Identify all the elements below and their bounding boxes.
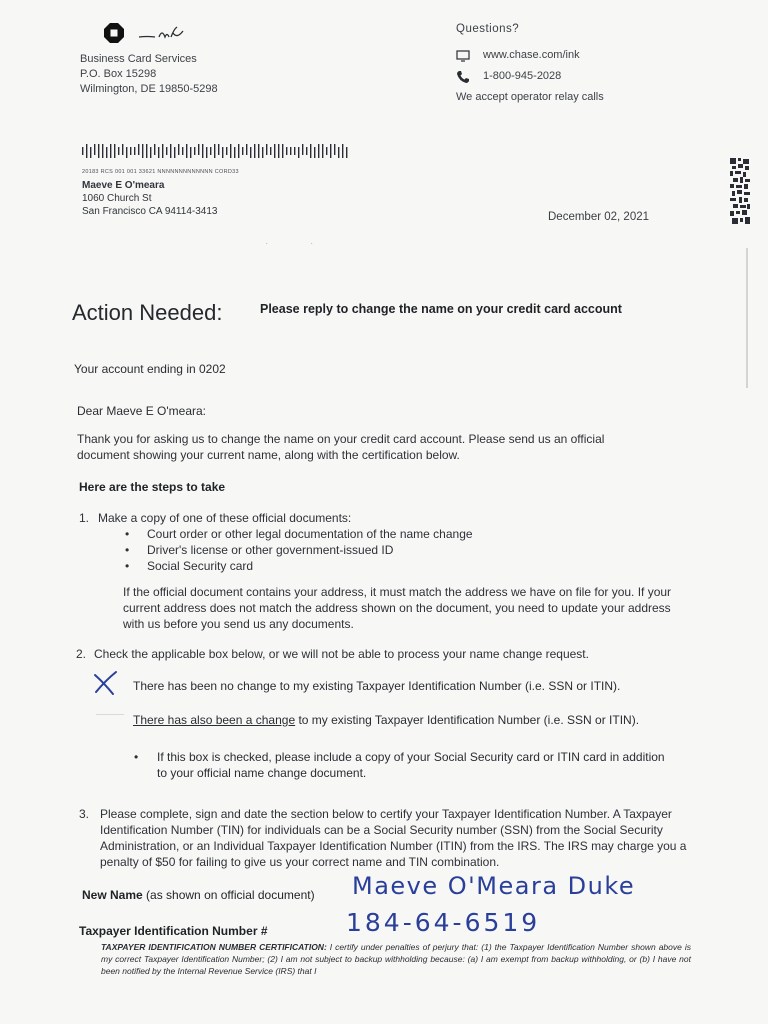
side-print-strip	[744, 248, 750, 388]
option-tin-change-underlined: There has also been a change	[133, 713, 296, 727]
tin-label: Taxpayer Identification Number #	[79, 924, 268, 938]
cert-text: I certify under penalties of perjury that: (1) the Taxpayer Identification Number shown above is my correct Taxpayer Identification Number; (2) I am not subject to backup withholding because: (a) I am exempt from backup withholding, or (b) I have not been notified by the Internal Revenue Service (IRS) that I	[101, 942, 692, 976]
step-lead: Check the applicable box below, or we will not be able to process your name change request.	[94, 647, 589, 661]
cert-title: TAXPAYER IDENTIFICATION NUMBER CERTIFICATION:	[101, 942, 327, 952]
new-name-label-rest: (as shown on official document)	[142, 888, 315, 902]
phone-icon	[456, 70, 470, 84]
recipient-street: 1060 Church St	[82, 193, 152, 204]
step-number: 1.	[79, 511, 90, 525]
checkbox-line[interactable]	[96, 714, 124, 715]
postal-barcode	[82, 142, 352, 160]
action-title: Action Needed:	[72, 300, 223, 325]
new-name-label-bold: New Name	[82, 888, 143, 902]
list-item: • Social Security card	[123, 558, 473, 574]
step-number: 2.	[76, 647, 87, 661]
list-item: • Driver's license or other government-issued ID	[123, 542, 473, 558]
monitor-icon	[456, 49, 470, 63]
qr-code-icon	[730, 158, 750, 224]
letter-date: December 02, 2021	[548, 211, 650, 223]
option-tin-change-rest: to my existing Taxpayer Identification Number (i.e. SSN or ITIN).	[295, 713, 640, 727]
mailing-code: 20183 RCS 001 001 33621 NNNNNNNNNNNNN CORD33	[82, 169, 239, 175]
recipient-city: San Francisco CA 94114-3413	[82, 206, 218, 217]
faint-marks: · ·	[265, 238, 314, 249]
greeting: Dear Maeve E O'meara:	[77, 404, 207, 418]
phone-row	[456, 66, 604, 87]
ink-wordmark-icon	[137, 23, 189, 43]
sender-line: Wilmington, DE 19850-5298	[80, 83, 218, 95]
intro-paragraph: Thank you for asking us to change the name on your credit card account. Please send us an official document showing your current name, along with the certification below.	[77, 432, 605, 462]
handwritten-x-mark-icon[interactable]	[92, 670, 120, 696]
website-link[interactable]: www.chase.com/ink	[483, 49, 580, 61]
relay-note: We accept operator relay calls	[456, 91, 604, 103]
chase-octagon-logo-icon	[103, 22, 125, 44]
questions-block	[456, 22, 604, 105]
option-no-tin-change[interactable]: There has been no change to my existing Taxpayer Identification Number (i.e. SSN or ITIN).	[133, 679, 621, 693]
step-number: 3.	[79, 807, 90, 821]
website-row	[456, 45, 604, 66]
sender-line: Business Card Services	[80, 53, 197, 65]
new-name-label	[82, 888, 315, 902]
new-name-field[interactable]: Maeve O'Meara Duke	[352, 872, 636, 900]
action-subtitle: Please reply to change the name on your credit card account	[260, 302, 622, 316]
list-item: • Court order or other legal documentation of the name change	[123, 526, 473, 542]
option-tin-change[interactable]	[133, 710, 653, 730]
recipient-name: Maeve E O'meara	[82, 180, 165, 191]
address-note: If the official document contains your address, it must match the address we have on file for you. If your current address does not match the address shown on the document, you need to update your address with us before you send us any documents.	[123, 585, 672, 631]
phone-number[interactable]: 1-800-945-2028	[483, 70, 562, 82]
bullet-icon: •	[134, 750, 139, 764]
chase-ink-logo	[103, 22, 213, 48]
sender-address	[80, 52, 218, 97]
step-lead: Please complete, sign and date the section below to certify your Taxpayer Identification Number. A Taxpayer Identification Number (TIN) for individuals can be a Social Security number (SSN) from the Social Security Administration, or an Individual Taxpayer Identification Number (ITIN) from the IRS. The IRS may charge you a penalty of $50 for failing to give us your correct name and TIN combination.	[100, 807, 687, 869]
account-line: Your account ending in 0202	[74, 362, 226, 376]
step-lead: Make a copy of one of these official documents:	[98, 511, 352, 525]
steps-heading: Here are the steps to take	[79, 480, 226, 494]
document-list	[123, 526, 473, 574]
tin-field[interactable]: 184-64-6519	[346, 908, 541, 937]
sender-line: P.O. Box 15298	[80, 68, 157, 80]
questions-title: Questions?	[456, 23, 520, 35]
tin-certification	[101, 941, 691, 977]
recipient-address	[82, 179, 217, 218]
option-tin-change-note-text: If this box is checked, please include a copy of your Social Security card or ITIN card in addition to your official name change document.	[157, 750, 665, 780]
